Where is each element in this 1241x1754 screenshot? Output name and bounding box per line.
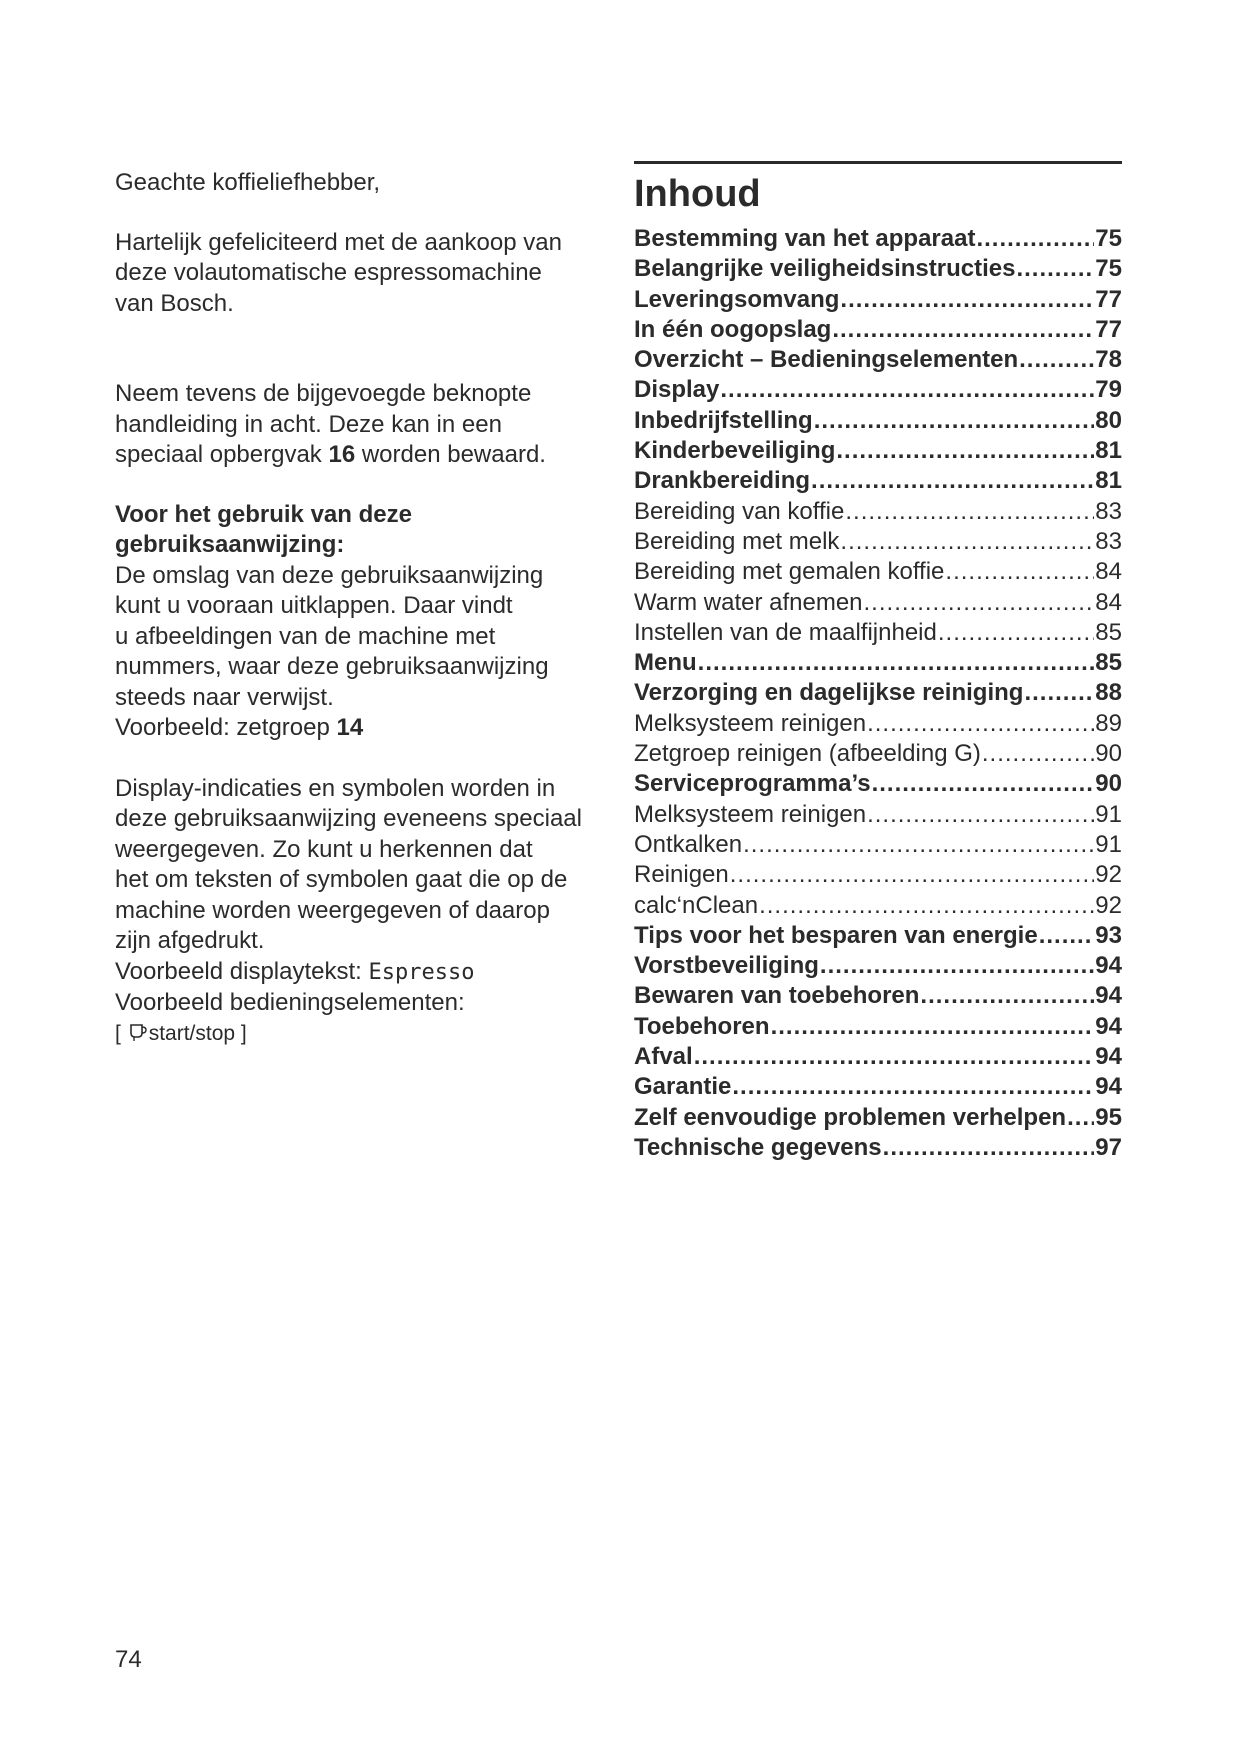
toc-entry-title: Zetgroep reinigen (afbeelding G)	[634, 740, 981, 768]
toc-entry[interactable]	[634, 678, 1122, 708]
toc-entry-title: Bereiding met gemalen koffie	[634, 558, 945, 586]
toc-entry-page: 94	[1095, 982, 1122, 1010]
toc-entry[interactable]	[634, 648, 1122, 678]
toc-leader-dots	[694, 1042, 1095, 1072]
toc-entry[interactable]	[634, 800, 1122, 830]
toc-leader-dots	[872, 769, 1095, 799]
example-brewing-unit	[115, 713, 615, 744]
toc-entry-title: Tips voor het besparen van energie	[634, 921, 1038, 949]
example-controls-label: Voorbeeld bedieningselementen:	[115, 989, 465, 1016]
toc-entry[interactable]	[634, 921, 1122, 951]
toc-entry-page: 85	[1095, 649, 1122, 677]
toc-leader-dots	[698, 648, 1095, 678]
usage-text-line-3: u afbeeldingen van de machine met	[115, 622, 496, 650]
toc-entry-page: 77	[1095, 315, 1122, 343]
toc-entry-title: Technische gegevens	[634, 1133, 882, 1161]
toc-leader-dots	[945, 557, 1094, 587]
toc-leader-dots	[832, 315, 1094, 345]
usage-text-line-4: nummers, waar deze gebruiksaanwijzing	[115, 653, 549, 680]
toc-entry-title: Bewaren van toebehoren	[634, 982, 920, 1010]
toc-entry-title: Zelf eenvoudige problemen verhelpen	[634, 1103, 1067, 1131]
toc-entry[interactable]	[634, 1042, 1122, 1072]
usage-text-line-1: De omslag van deze gebruiksaanwijzing	[115, 561, 544, 589]
toc-leader-dots	[720, 375, 1094, 405]
control-example	[115, 1019, 615, 1052]
toc-entry-title: Afval	[634, 1043, 693, 1071]
toc-entry-page: 94	[1095, 952, 1122, 980]
toc-entry[interactable]	[634, 588, 1122, 618]
display-text-line-1: Display-indicaties en symbolen worden in	[115, 774, 556, 802]
toc-entry[interactable]	[634, 254, 1122, 284]
toc-entry-page: 93	[1095, 921, 1122, 949]
toc-entry-title: Melksysteem reinigen	[634, 800, 867, 828]
toc-entry[interactable]	[634, 739, 1122, 769]
toc-entry-title: Drankbereiding	[634, 467, 811, 495]
toc-entry-page: 75	[1095, 225, 1122, 252]
toc-entry-page: 94	[1095, 1043, 1122, 1071]
toc-leader-dots	[759, 891, 1094, 921]
toc-entry-page: 83	[1095, 527, 1122, 555]
toc-entry-title: Melksysteem reinigen	[634, 709, 867, 737]
toc-entry-page: 97	[1095, 1133, 1122, 1161]
toc-entry-title: Toebehoren	[634, 1012, 770, 1040]
manual-note-line-2: handleiding in acht. Deze kan in een	[115, 410, 502, 438]
display-text-line-3: weergegeven. Zo kunt u herkennen dat	[115, 835, 533, 863]
toc-entry-page: 81	[1095, 437, 1122, 465]
toc-entry-page: 84	[1095, 558, 1122, 586]
toc-leader-dots	[864, 588, 1095, 618]
toc-entry[interactable]	[634, 1133, 1122, 1163]
toc-entry-title: Bestemming van het apparaat	[634, 225, 976, 252]
toc-entry-title: Leveringsomvang	[634, 285, 840, 313]
toc-entry[interactable]	[634, 406, 1122, 436]
toc-leader-dots	[982, 739, 1094, 769]
display-text-line-2: deze gebruiksaanwijzing eveneens speciaal	[115, 805, 582, 832]
brewing-unit-number: 14	[336, 714, 364, 741]
toc-entry-page: 88	[1095, 679, 1122, 707]
toc-entry-page: 90	[1095, 770, 1122, 798]
page-number: 74	[115, 1646, 142, 1673]
toc-entry-title: Verzorging en dagelijkse reiniging	[634, 679, 1024, 707]
toc-entry[interactable]	[634, 375, 1122, 405]
toc-entry[interactable]	[634, 1103, 1122, 1133]
usage-text-line-2: kunt u vooraan uitklappen. Daar vindt	[115, 592, 513, 619]
toc-entry-title: Overzicht – Bedieningselementen	[634, 346, 1019, 374]
toc-entry-title: In één oogopslag	[634, 315, 832, 343]
toc-entry[interactable]	[634, 1072, 1122, 1102]
toc-divider	[634, 161, 1122, 164]
toc-leader-dots	[867, 709, 1094, 739]
toc-entry-title: Vorstbeveiliging	[634, 952, 819, 980]
toc-entry-title: Inbedrijfstelling	[634, 406, 813, 434]
toc-entry[interactable]	[634, 224, 1122, 254]
toc-entry-page: 77	[1095, 285, 1122, 313]
toc-list	[634, 224, 1122, 1163]
toc-leader-dots	[840, 285, 1094, 315]
toc-entry[interactable]	[634, 891, 1122, 921]
toc-entry[interactable]	[634, 830, 1122, 860]
toc-entry-page: 83	[1095, 497, 1122, 525]
toc-leader-dots	[938, 618, 1094, 648]
display-text-line-6: zijn afgedrukt.	[115, 927, 265, 954]
toc-entry-title: Display	[634, 376, 720, 404]
cup-icon	[129, 1021, 147, 1052]
usage-heading-line-2: gebruiksaanwijzing:	[115, 531, 345, 558]
example-display-text	[115, 957, 615, 989]
toc-entry[interactable]	[634, 436, 1122, 466]
toc-entry-page: 91	[1095, 800, 1122, 828]
toc-entry-title: Reinigen	[634, 861, 729, 889]
toc-entry[interactable]	[634, 527, 1122, 557]
toc-leader-dots	[1019, 345, 1094, 375]
toc-entry[interactable]	[634, 1012, 1122, 1042]
toc-entry-page: 90	[1095, 740, 1122, 768]
toc-title: Inhoud	[634, 173, 761, 215]
toc-leader-dots	[845, 497, 1094, 527]
toc-entry[interactable]	[634, 285, 1122, 315]
congrats-line-2: deze volautomatische espressomachine	[115, 259, 542, 286]
manual-note-line-3	[115, 440, 615, 471]
toc-entry-title: Garantie	[634, 1073, 732, 1101]
toc-entry-title: Warm water afnemen	[634, 588, 863, 616]
toc-entry-page: 78	[1095, 346, 1122, 374]
toc-entry-title: Serviceprogramma’s	[634, 770, 871, 798]
toc-entry-page: 84	[1095, 588, 1122, 616]
toc-entry-title: Menu	[634, 649, 697, 677]
toc-entry-page: 92	[1095, 861, 1122, 889]
display-text-line-5: machine worden weergegeven of daarop	[115, 896, 550, 924]
toc-leader-dots	[920, 981, 1094, 1011]
manual-note-text-end: worden bewaard.	[355, 441, 546, 468]
toc-entry[interactable]	[634, 345, 1122, 375]
toc-entry[interactable]	[634, 769, 1122, 799]
usage-text-line-5: steeds naar verwijst.	[115, 683, 334, 711]
intro-column	[115, 168, 615, 1051]
toc-entry-title: Bereiding met melk	[634, 527, 840, 555]
toc-entry-page: 94	[1095, 1012, 1122, 1040]
toc-leader-dots	[730, 860, 1095, 890]
toc-leader-dots	[976, 224, 1094, 254]
toc-entry[interactable]	[634, 497, 1122, 527]
toc-entry-page: 91	[1095, 830, 1122, 858]
toc-leader-dots	[840, 527, 1094, 557]
toc-leader-dots	[814, 406, 1095, 436]
display-text-line-4: het om teksten of symbolen gaat die op de	[115, 866, 568, 893]
toc-leader-dots	[732, 1072, 1094, 1102]
greeting: Geachte koffieliefhebber,	[115, 169, 381, 196]
toc-entry-page: 75	[1095, 255, 1122, 283]
toc-entry-page: 81	[1095, 467, 1122, 495]
congrats-line-1: Hartelijk gefeliciteerd met de aankoop van	[115, 228, 562, 256]
toc-leader-dots	[836, 436, 1094, 466]
toc-entry[interactable]	[634, 709, 1122, 739]
toc-leader-dots	[1067, 1103, 1094, 1133]
toc-entry-page: 85	[1095, 618, 1122, 646]
toc-entry-title: Kinderbeveiliging	[634, 437, 836, 465]
bracket-close: ]	[240, 1021, 247, 1045]
toc-entry[interactable]	[634, 466, 1122, 496]
toc-entry[interactable]	[634, 557, 1122, 587]
toc-entry-title: calc‘nClean	[634, 891, 759, 919]
toc-entry[interactable]	[634, 315, 1122, 345]
example-display-label: Voorbeeld displaytekst:	[115, 957, 369, 985]
toc-entry-page: 80	[1095, 406, 1122, 434]
start-stop-label: start/stop	[148, 1021, 236, 1045]
manual-note-text: speciaal opbergvak	[115, 441, 329, 468]
toc-leader-dots	[1024, 678, 1094, 708]
toc-leader-dots	[1039, 921, 1095, 951]
toc-leader-dots	[1016, 254, 1094, 284]
toc-entry-title: Ontkalken	[634, 830, 743, 858]
congrats-line-3: van Bosch.	[115, 289, 234, 317]
toc-entry-page: 89	[1095, 709, 1122, 737]
storage-compartment-number: 16	[328, 441, 356, 468]
toc-leader-dots	[883, 1133, 1095, 1163]
toc-entry-title: Bereiding van koffie	[634, 497, 845, 525]
toc-entry[interactable]	[634, 618, 1122, 648]
manual-note-line-1: Neem tevens de bijgevoegde beknopte	[115, 380, 532, 407]
toc-leader-dots	[867, 800, 1094, 830]
toc-leader-dots	[820, 951, 1094, 981]
toc-entry-page: 92	[1095, 891, 1122, 919]
usage-heading-line-1: Voor het gebruik van deze	[115, 500, 412, 528]
example-label: Voorbeeld: zetgroep	[115, 714, 337, 741]
toc-leader-dots	[743, 830, 1094, 860]
toc-entry-title: Belangrijke veiligheidsinstructies	[634, 255, 1016, 283]
toc-entry-page: 79	[1095, 376, 1122, 404]
toc-entry[interactable]	[634, 981, 1122, 1011]
toc-entry-page: 95	[1095, 1103, 1122, 1131]
toc-leader-dots	[771, 1012, 1095, 1042]
bracket-open: [	[115, 1021, 121, 1045]
toc-leader-dots	[811, 466, 1094, 496]
display-text-sample: Espresso	[368, 959, 475, 985]
toc-entry[interactable]	[634, 951, 1122, 981]
toc-entry[interactable]	[634, 860, 1122, 890]
toc-entry-title: Instellen van de maalfijnheid	[634, 618, 937, 646]
toc-entry-page: 94	[1095, 1073, 1122, 1101]
